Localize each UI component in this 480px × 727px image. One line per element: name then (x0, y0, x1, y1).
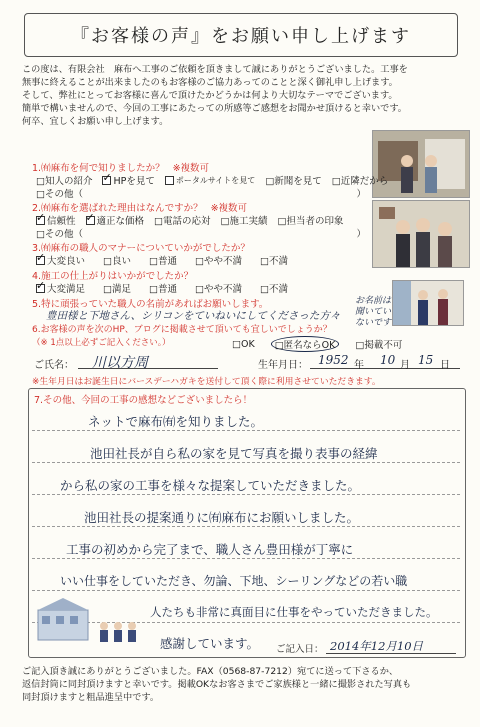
question-1 (32, 160, 209, 174)
option-acquaintance[interactable]: □知人の紹介 (36, 176, 93, 187)
intro-line: 簡単で構いませんので、今回の工事にあたっての所感等ご感想をお聞かせ頂けると幸いです。 (22, 103, 407, 114)
question-2 (32, 200, 247, 214)
option-unsatisfied[interactable]: □不満 (259, 284, 288, 295)
comment-line-3: から私の家の工事を様々な提案していただきました。 (60, 478, 361, 493)
birth-day: 15 (418, 353, 434, 367)
option-anonymous-ok[interactable]: □匿名ならOK (271, 336, 340, 352)
checkbox[interactable] (165, 176, 174, 185)
date-field[interactable] (326, 653, 456, 654)
checkbox-checked[interactable] (36, 284, 45, 293)
comment-line-4: 池田社長の提案通りに㈲麻布にお願いしました。 (84, 510, 360, 525)
birthday-note: ※生年月日はお誕生日にバースデーハガキを送付して頂く際に利用させていただきます。 (32, 377, 381, 387)
comment-line-6: いい仕事をしていただき、勿論、下地、シーリングなどの若い職 (60, 574, 408, 588)
comment-rule (32, 526, 460, 527)
other-close: ） (356, 229, 366, 240)
comment-line-7: 人たちも非常に真面目に仕事をやっていただきました。 (150, 605, 438, 619)
comment-rule (32, 430, 460, 431)
customer-photo-1 (372, 130, 470, 198)
other-option[interactable]: □その他（ (36, 189, 83, 200)
option-bad[interactable]: □不満 (259, 256, 288, 267)
option-label: 適正な価格 (96, 216, 145, 227)
question-5-answer[interactable]: 豊田様と下地さん、シリコンをていねいにしてくださった方々 (46, 310, 341, 322)
option-nearby[interactable]: □近隣だから (331, 176, 389, 187)
option-normal[interactable]: □普通 (149, 284, 177, 295)
question-5-side-note: お名前は 聞いていないです (355, 296, 392, 328)
option-label: 大変良い (47, 256, 86, 267)
option-fair-price[interactable] (86, 213, 145, 227)
comment-line-1: ネットで麻布㈲を知りました。 (88, 414, 264, 429)
birth-year: 1952 (318, 353, 349, 367)
birth-month-unit: 月 (400, 360, 410, 371)
option-track-record[interactable]: □施工実績 (220, 216, 268, 227)
question-1-other (36, 186, 366, 200)
company-building-icon (34, 596, 144, 646)
option-staff-impression[interactable]: □担当者の印象 (277, 216, 344, 227)
intro-line: そして、弊社にとってお客様に喜んで頂けたかどうかは何より大切なテーマでございます。 (22, 90, 398, 101)
question-6: 6.お客様の声を次のHP、ブログに掲載させて頂いても宜しいでしょうか？ (32, 325, 332, 335)
comment-line-8: 感謝しています。 (160, 636, 260, 651)
option-very-good[interactable] (36, 253, 85, 267)
question-4: 4.施工の仕上がりはいかがでしたか？ (32, 271, 194, 282)
comment-line-5: 工事の初めから完了まで、職人さん豊田様が丁寧に (66, 542, 354, 557)
option-label: 信頼性 (47, 216, 76, 227)
other-option[interactable]: □その他（ (36, 229, 83, 240)
customer-photo-2 (372, 200, 470, 268)
question-6-sub: （※ 1点以上必ずご記入ください。） (32, 338, 171, 348)
question-1-label: 1.㈲麻布を何で知りましたか？ (32, 163, 165, 174)
comment-rule (32, 462, 460, 463)
option-label: 大変満足 (47, 284, 86, 295)
birth-year-unit: 年 (354, 360, 364, 371)
comment-rule (32, 590, 460, 591)
photo-family-icon (373, 201, 469, 267)
option-good[interactable]: □良い (103, 256, 131, 267)
question-4-options (36, 281, 288, 295)
page-title: 『お客様の声』をお願い申し上げます (24, 13, 458, 57)
intro-line: この度は、有限会社 麻布へ工事のご依頼を頂きまして誠にありがとうございました。工事を (22, 64, 408, 75)
footer-line: 返信封筒に同封頂けますと幸いです。掲載OKなお客さまでご家族様と一緒に撮影された写真も (22, 679, 412, 690)
option-ok[interactable]: □OK (232, 338, 255, 350)
option-very-satisfied[interactable] (36, 281, 85, 295)
question-1-options (36, 173, 388, 187)
option-normal[interactable]: □普通 (149, 256, 177, 267)
checkbox-checked[interactable] (36, 216, 45, 225)
birth-day-unit: 日 (440, 360, 450, 371)
question-3-options (36, 253, 288, 267)
question-7: 7.その他、今回の工事の感想などございましたら！ (34, 395, 253, 406)
intro-text (22, 63, 462, 128)
birthdate-label: 生年月日： (258, 360, 308, 371)
checkbox-checked[interactable] (86, 216, 95, 225)
option-slightly-unsatisfied[interactable]: □やや不満 (194, 284, 242, 295)
option-website[interactable] (102, 173, 154, 187)
question-2-options (36, 213, 343, 227)
option-newspaper[interactable]: □新聞を見て (265, 176, 322, 187)
intro-line: 無事に終えることが出来ましたのもお客様のご協力あってのことと深く御礼申し上げます。 (22, 77, 398, 88)
comment-rule (32, 494, 460, 495)
other-close: ） (356, 189, 366, 200)
checkbox-checked[interactable] (36, 256, 45, 265)
name-label: ご氏名： (34, 360, 74, 371)
question-2-label: 2.㈲麻布を選ばれた理由はなんですか？ (32, 203, 203, 214)
option-slightly-bad[interactable]: □やや不満 (194, 256, 242, 267)
photo-house-icon (373, 131, 469, 197)
option-label: ポータルサイトを見て (175, 175, 256, 185)
question-6-options (232, 336, 402, 352)
intro-line: 何卒、宜しくお願い申し上げます。 (22, 116, 169, 127)
birth-month: 10 (380, 353, 396, 367)
customer-photo-3 (392, 280, 464, 326)
checkbox-checked[interactable] (102, 176, 111, 185)
birthdate-field[interactable] (310, 368, 460, 369)
question-3: 3.㈲麻布の職人のマナーについていかがでしたか？ (32, 243, 250, 254)
option-portal[interactable] (165, 173, 255, 187)
multiple-allowed-note: ※複数可 (172, 163, 210, 174)
option-not-allowed[interactable]: □掲載不可 (355, 340, 403, 351)
option-label: HPを見て (113, 176, 155, 187)
multiple-allowed-note: ※複数可 (210, 203, 248, 214)
option-satisfied[interactable]: □満足 (103, 284, 131, 295)
comment-line-2: 池田社長が自ら私の家を見て写真を撮り表事の経緯 (90, 446, 378, 461)
photo-staff-icon (393, 281, 463, 325)
date-value: 2014年12月10日 (330, 639, 424, 653)
option-phone[interactable]: □電話の応対 (154, 216, 211, 227)
name-value: 川以方周 (92, 355, 148, 371)
footer-line: 同封頂けますと粗品進呈中です。 (22, 692, 160, 703)
question-5: 5.特に頑張っていた職人の名前があればお願いします。 (32, 299, 269, 310)
footer-note (22, 665, 466, 704)
option-reliability[interactable] (36, 213, 76, 227)
comment-rule (32, 558, 460, 559)
question-2-other (36, 226, 366, 240)
footer-line: ご記入頂き誠にありがとうございました。FAX（0568-87-7212）宛てに送って下さるか、 (22, 666, 399, 677)
date-label: ご記入日： (276, 644, 324, 655)
